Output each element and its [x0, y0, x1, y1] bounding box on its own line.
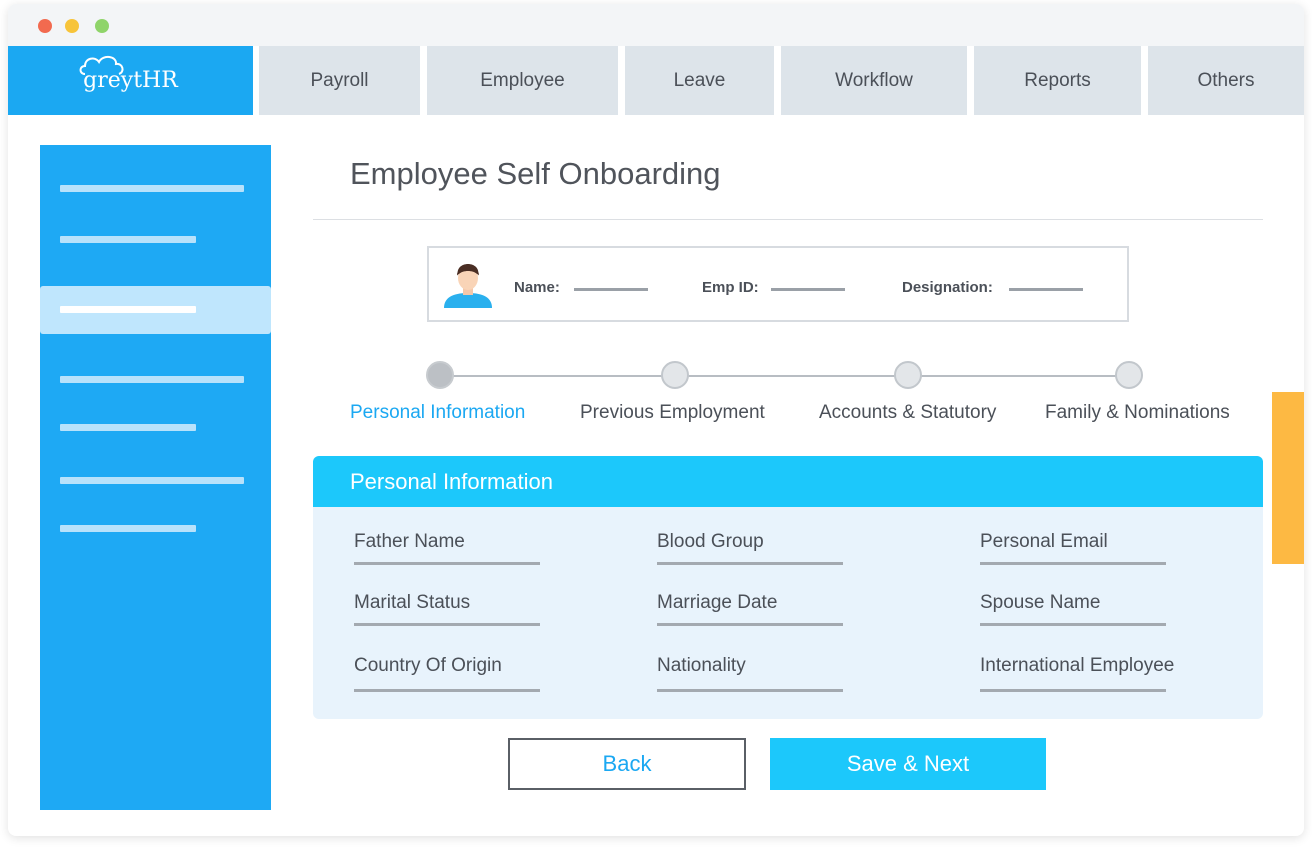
emp-id-label: Emp ID:: [702, 279, 759, 296]
stepper-track: [441, 375, 1129, 377]
tab-payroll[interactable]: Payroll: [259, 46, 420, 115]
logo-text: greytHR: [83, 68, 178, 93]
emp-id-value-placeholder: [771, 288, 845, 291]
sidebar-item-2[interactable]: [60, 236, 196, 243]
field-label-marriage-date: Marriage Date: [657, 592, 778, 613]
step-label-accounts-statutory[interactable]: Accounts & Statutory: [819, 402, 997, 423]
country-of-origin-input[interactable]: [354, 689, 540, 692]
logo-cell[interactable]: [8, 46, 253, 115]
blood-group-input[interactable]: [657, 562, 843, 565]
field-label-personal-email: Personal Email: [980, 531, 1108, 552]
tab-others[interactable]: Others: [1148, 46, 1304, 115]
section-header: Personal Information: [313, 456, 1263, 507]
feedback-tab[interactable]: [1272, 392, 1304, 564]
step-circle-previous-employment[interactable]: [661, 361, 689, 389]
step-label-personal-information[interactable]: Personal Information: [350, 402, 526, 423]
sidebar-item-6[interactable]: [60, 477, 244, 484]
designation-value-placeholder: [1009, 288, 1083, 291]
page-title: Employee Self Onboarding: [350, 156, 721, 191]
sidebar: [40, 145, 271, 810]
name-value-placeholder: [574, 288, 648, 291]
tab-leave[interactable]: Leave: [625, 46, 774, 115]
back-button[interactable]: Back: [508, 738, 746, 790]
save-next-button[interactable]: Save & Next: [770, 738, 1046, 790]
father-name-input[interactable]: [354, 562, 540, 565]
logo: [83, 68, 178, 93]
field-label-spouse-name: Spouse Name: [980, 592, 1101, 613]
title-divider: [313, 219, 1263, 220]
sidebar-item-active[interactable]: [40, 286, 271, 334]
step-circle-family-nominations[interactable]: [1115, 361, 1143, 389]
name-label: Name:: [514, 279, 560, 296]
sidebar-item-5[interactable]: [60, 424, 196, 431]
field-label-marital-status: Marital Status: [354, 592, 471, 613]
field-label-nationality: Nationality: [657, 655, 746, 676]
sidebar-item-7[interactable]: [60, 525, 196, 532]
field-label-blood-group: Blood Group: [657, 531, 764, 552]
tab-reports[interactable]: Reports: [974, 46, 1141, 115]
step-label-family-nominations[interactable]: Family & Nominations: [1045, 402, 1230, 423]
employee-info-card: [427, 246, 1129, 322]
top-navigation: [8, 46, 1304, 115]
step-circle-accounts-statutory[interactable]: [894, 361, 922, 389]
marital-status-input[interactable]: [354, 623, 540, 626]
field-label-international-employee: International Employee: [980, 655, 1175, 676]
nationality-input[interactable]: [657, 689, 843, 692]
sidebar-item-1[interactable]: [60, 185, 244, 192]
user-avatar-icon: [442, 262, 494, 308]
spouse-name-input[interactable]: [980, 623, 1166, 626]
tab-employee[interactable]: Employee: [427, 46, 618, 115]
app-window: [8, 4, 1304, 836]
step-circle-personal-information[interactable]: [426, 361, 454, 389]
sidebar-item-4[interactable]: [60, 376, 244, 383]
window-maximize-button[interactable]: [95, 19, 109, 33]
window-close-button[interactable]: [38, 19, 52, 33]
designation-label: Designation:: [902, 279, 993, 296]
window-minimize-button[interactable]: [65, 19, 79, 33]
international-employee-input[interactable]: [980, 689, 1166, 692]
personal-information-section: [313, 456, 1263, 719]
field-label-country-of-origin: Country Of Origin: [354, 655, 502, 676]
window-titlebar: [8, 4, 1304, 46]
personal-email-input[interactable]: [980, 562, 1166, 565]
cloud-logo-icon: [79, 54, 129, 76]
marriage-date-input[interactable]: [657, 623, 843, 626]
sidebar-item-3: [60, 306, 196, 313]
step-label-previous-employment[interactable]: Previous Employment: [580, 402, 765, 423]
tab-workflow[interactable]: Workflow: [781, 46, 967, 115]
field-label-father-name: Father Name: [354, 531, 465, 552]
